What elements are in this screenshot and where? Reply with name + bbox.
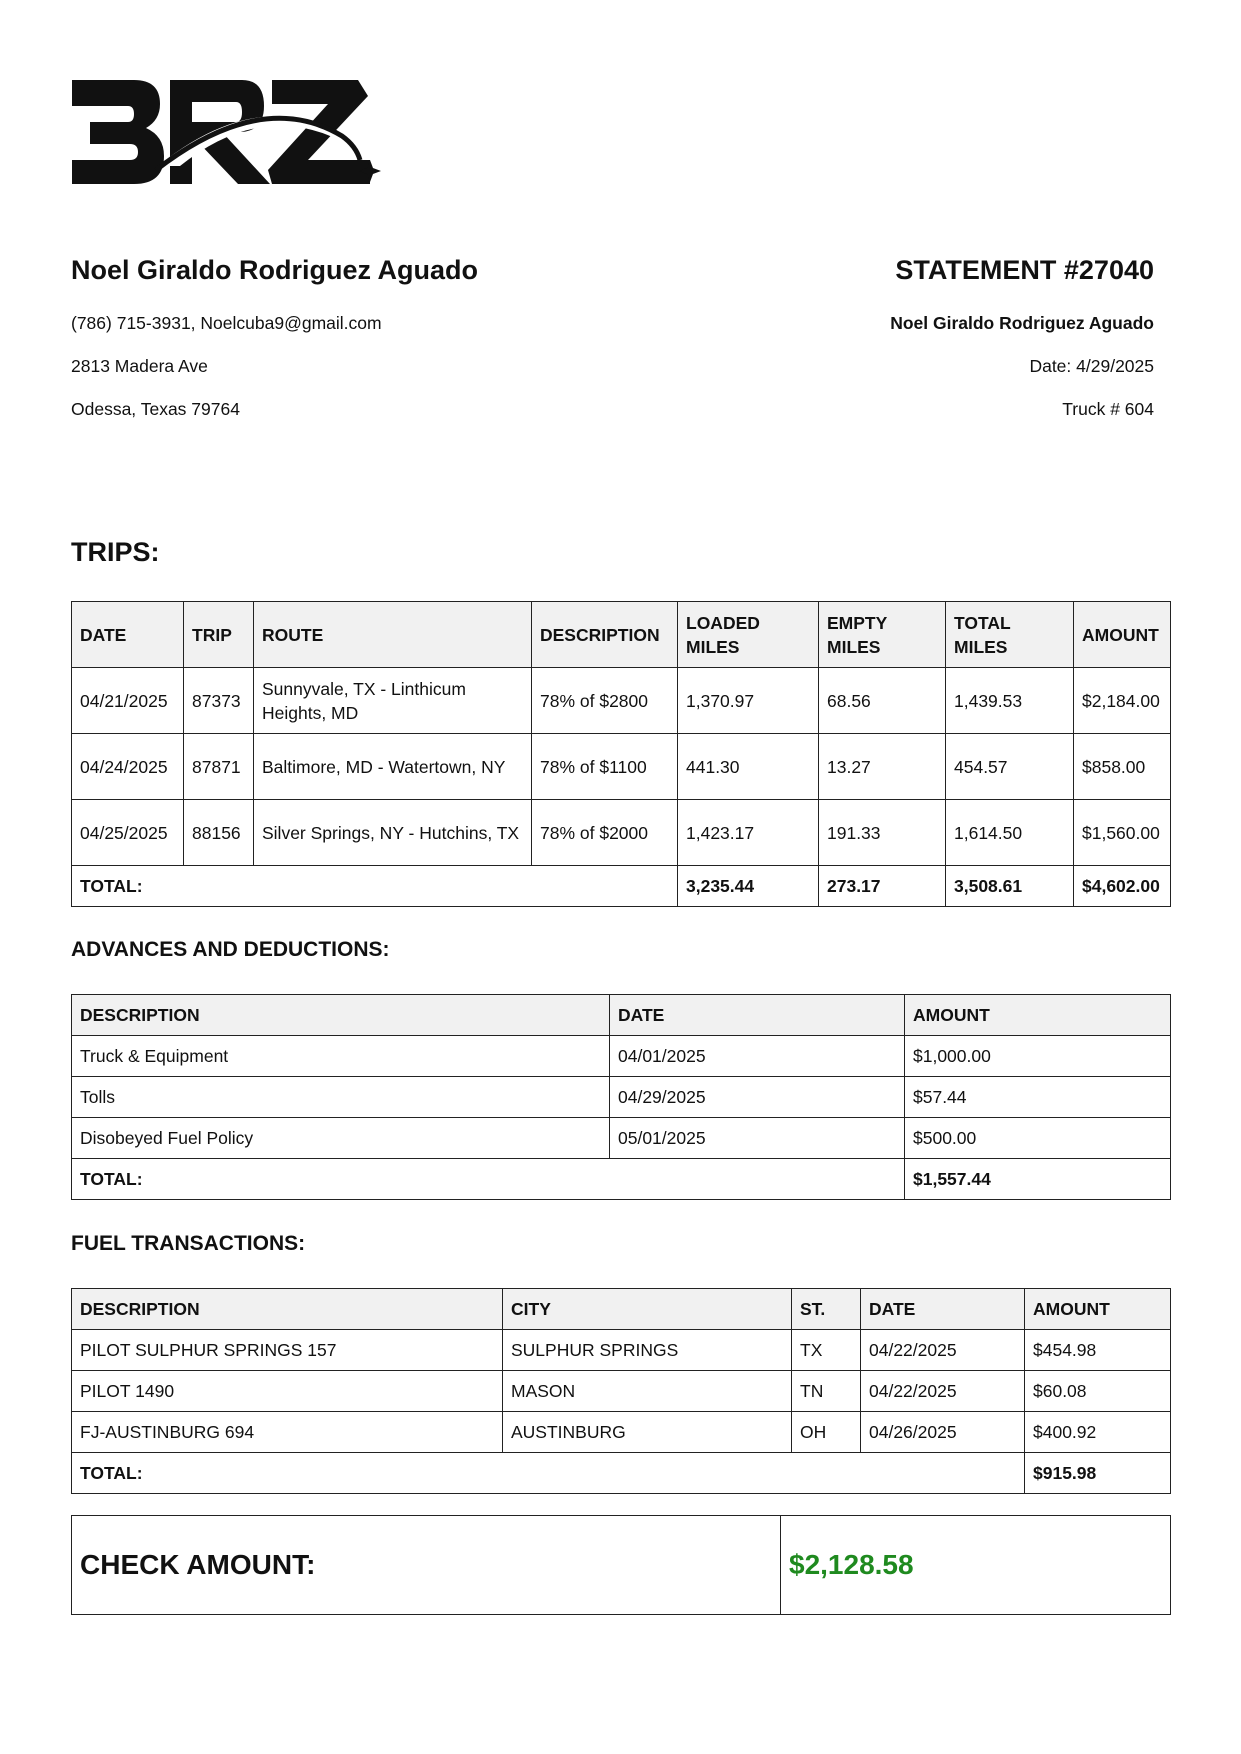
trips-col-trip: TRIP	[184, 602, 254, 668]
trip-route: Baltimore, MD - Watertown, NY	[254, 734, 532, 800]
advance-amount: $1,000.00	[905, 1036, 1171, 1077]
trip-empty-miles: 191.33	[819, 800, 946, 866]
trip-date: 04/25/2025	[72, 800, 184, 866]
trips-total-miles: 3,508.61	[946, 866, 1074, 907]
fuel-amount: $400.92	[1025, 1412, 1171, 1453]
driver-info	[71, 253, 631, 419]
trips-col-amount: AMOUNT	[1074, 602, 1171, 668]
driver-name: Noel Giraldo Rodriguez Aguado	[71, 255, 479, 285]
statement-date: Date: 4/29/2025	[1029, 356, 1154, 376]
trips-col-loaded-miles: LOADED MILES	[678, 602, 819, 668]
trip-loaded-miles: 441.30	[678, 734, 819, 800]
trips-header-row	[72, 602, 1171, 668]
statement-truck: Truck # 604	[1062, 399, 1154, 419]
fuel-col-description: DESCRIPTION	[72, 1289, 503, 1330]
driver-address-line1: 2813 Madera Ave	[71, 356, 208, 376]
check-amount-row	[72, 1516, 1171, 1615]
trip-description: 78% of $1100	[532, 734, 678, 800]
advances-col-date: DATE	[610, 995, 905, 1036]
fuel-state: TN	[792, 1371, 861, 1412]
trips-total-empty: 273.17	[819, 866, 946, 907]
fuel-col-state: ST.	[792, 1289, 861, 1330]
fuel-col-amount: AMOUNT	[1025, 1289, 1171, 1330]
trips-total-loaded: 3,235.44	[678, 866, 819, 907]
trip-loaded-miles: 1,423.17	[678, 800, 819, 866]
fuel-col-city: CITY	[503, 1289, 792, 1330]
table-row	[72, 1412, 1171, 1453]
trip-number: 87373	[184, 668, 254, 734]
trip-amount: $858.00	[1074, 734, 1171, 800]
trip-total-miles: 454.57	[946, 734, 1074, 800]
trip-total-miles: 1,439.53	[946, 668, 1074, 734]
trip-total-miles: 1,614.50	[946, 800, 1074, 866]
table-row	[72, 1036, 1171, 1077]
trip-date: 04/21/2025	[72, 668, 184, 734]
fuel-city: SULPHUR SPRINGS	[503, 1330, 792, 1371]
fuel-description: PILOT SULPHUR SPRINGS 157	[72, 1330, 503, 1371]
trips-section-title: TRIPS:	[71, 537, 160, 567]
trip-description: 78% of $2000	[532, 800, 678, 866]
statement-title: STATEMENT #27040	[895, 255, 1154, 285]
table-row	[72, 1118, 1171, 1159]
trips-col-empty-miles: EMPTY MILES	[819, 602, 946, 668]
trips-total-amount: $4,602.00	[1074, 866, 1171, 907]
advances-section-title: ADVANCES AND DEDUCTIONS:	[71, 938, 390, 961]
statement-info	[594, 253, 1154, 419]
advance-date: 04/29/2025	[610, 1077, 905, 1118]
fuel-state: TX	[792, 1330, 861, 1371]
check-amount-value: $2,128.58	[781, 1516, 1171, 1615]
trips-col-date: DATE	[72, 602, 184, 668]
fuel-city: MASON	[503, 1371, 792, 1412]
advance-date: 05/01/2025	[610, 1118, 905, 1159]
trips-col-total-miles: TOTAL MILES	[946, 602, 1074, 668]
table-row	[72, 1330, 1171, 1371]
table-row	[72, 734, 1171, 800]
advances-total-amount: $1,557.44	[905, 1159, 1171, 1200]
trip-amount: $2,184.00	[1074, 668, 1171, 734]
fuel-amount: $60.08	[1025, 1371, 1171, 1412]
company-logo	[72, 80, 382, 192]
table-row	[72, 800, 1171, 866]
trip-number: 88156	[184, 800, 254, 866]
fuel-date: 04/26/2025	[861, 1412, 1025, 1453]
trips-col-description: DESCRIPTION	[532, 602, 678, 668]
trip-date: 04/24/2025	[72, 734, 184, 800]
advances-header-row	[72, 995, 1171, 1036]
trip-number: 87871	[184, 734, 254, 800]
trip-description: 78% of $2800	[532, 668, 678, 734]
advance-date: 04/01/2025	[610, 1036, 905, 1077]
advance-amount: $57.44	[905, 1077, 1171, 1118]
check-amount-label: CHECK AMOUNT:	[72, 1516, 781, 1615]
trip-empty-miles: 68.56	[819, 668, 946, 734]
table-row	[72, 668, 1171, 734]
driver-contact: (786) 715-3931, Noelcuba9@gmail.com	[71, 313, 382, 333]
brz-logo-graphic	[72, 80, 382, 192]
advances-table	[71, 994, 1171, 1200]
advances-col-amount: AMOUNT	[905, 995, 1171, 1036]
fuel-description: PILOT 1490	[72, 1371, 503, 1412]
trip-route: Sunnyvale, TX - Linthicum Heights, MD	[254, 668, 532, 734]
fuel-total-label: TOTAL:	[72, 1453, 1025, 1494]
advance-description: Truck & Equipment	[72, 1036, 610, 1077]
advances-total-label: TOTAL:	[72, 1159, 905, 1200]
table-row	[72, 1371, 1171, 1412]
advance-description: Tolls	[72, 1077, 610, 1118]
fuel-date: 04/22/2025	[861, 1330, 1025, 1371]
fuel-section-title: FUEL TRANSACTIONS:	[71, 1232, 306, 1255]
table-row	[72, 1077, 1171, 1118]
statement-payee: Noel Giraldo Rodriguez Aguado	[890, 313, 1154, 333]
trips-total-label: TOTAL:	[72, 866, 678, 907]
fuel-table	[71, 1288, 1171, 1494]
trip-empty-miles: 13.27	[819, 734, 946, 800]
driver-address-line2: Odessa, Texas 79764	[71, 399, 240, 419]
fuel-city: AUSTINBURG	[503, 1412, 792, 1453]
trips-total-row	[72, 866, 1171, 907]
advance-amount: $500.00	[905, 1118, 1171, 1159]
check-amount-table	[71, 1515, 1171, 1615]
advances-col-description: DESCRIPTION	[72, 995, 610, 1036]
fuel-col-date: DATE	[861, 1289, 1025, 1330]
trips-col-route: ROUTE	[254, 602, 532, 668]
trip-route: Silver Springs, NY - Hutchins, TX	[254, 800, 532, 866]
fuel-description: FJ-AUSTINBURG 694	[72, 1412, 503, 1453]
advances-total-row	[72, 1159, 1171, 1200]
advance-description: Disobeyed Fuel Policy	[72, 1118, 610, 1159]
fuel-total-row	[72, 1453, 1171, 1494]
trip-amount: $1,560.00	[1074, 800, 1171, 866]
fuel-header-row	[72, 1289, 1171, 1330]
fuel-state: OH	[792, 1412, 861, 1453]
trip-loaded-miles: 1,370.97	[678, 668, 819, 734]
fuel-amount: $454.98	[1025, 1330, 1171, 1371]
trips-table	[71, 601, 1171, 907]
fuel-total-amount: $915.98	[1025, 1453, 1171, 1494]
fuel-date: 04/22/2025	[861, 1371, 1025, 1412]
